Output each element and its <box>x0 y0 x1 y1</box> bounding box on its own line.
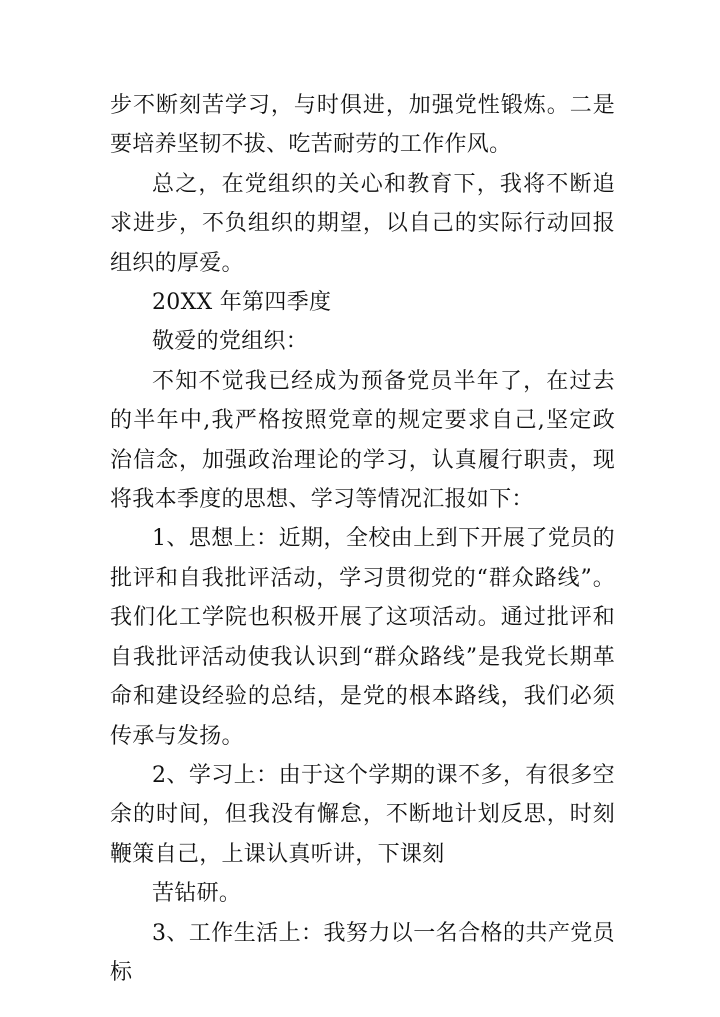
paragraph-study: 2、学习上：由于这个学期的课不多，有很多空余的时间，但我没有懈怠，不断地计划反思，时刻鞭策自己，上课认真听讲，下课刻 <box>110 762 615 867</box>
paragraph-intro: 不知不觉我已经成为预备党员半年了，在过去的半年中,我严格按照党章的规定要求自己,坚定政治信念，加强政治理论的学习，认真履行职责，现将我本季度的思想、学习等情况汇报如下： <box>110 368 615 513</box>
report-period-heading: 20XX 年第四季度 <box>152 290 332 316</box>
paragraph-conclusion: 总之，在党组织的关心和教育下，我将不断追求进步，不负组织的期望，以自己的实际行动回报组织的厚爱。 <box>110 171 615 276</box>
paragraph-work-life: 3、工作生活上：我努力以一名合格的共产党员标 <box>110 920 615 985</box>
document-body <box>110 86 615 992</box>
paragraph-continuation: 步不断刻苦学习，与时俱进，加强党性锻炼。二是要培养坚韧不拔、吃苦耐劳的工作作风。 <box>110 93 615 158</box>
paragraph-study-continued: 苦钻研。 <box>152 881 242 907</box>
paragraph-thought: 1、思想上：近期，全校由上到下开展了党员的批评和自我批评活动，学习贯彻党的“群众路线”。我们化工学院也积极开展了这项活动。通过批评和自我批评活动使我认识到“群众路线”是我党长期革命和建设经验的总结，是党的根本路线，我们必须传承与发扬。 <box>110 526 615 749</box>
salutation: 敬爱的党组织： <box>152 329 309 355</box>
